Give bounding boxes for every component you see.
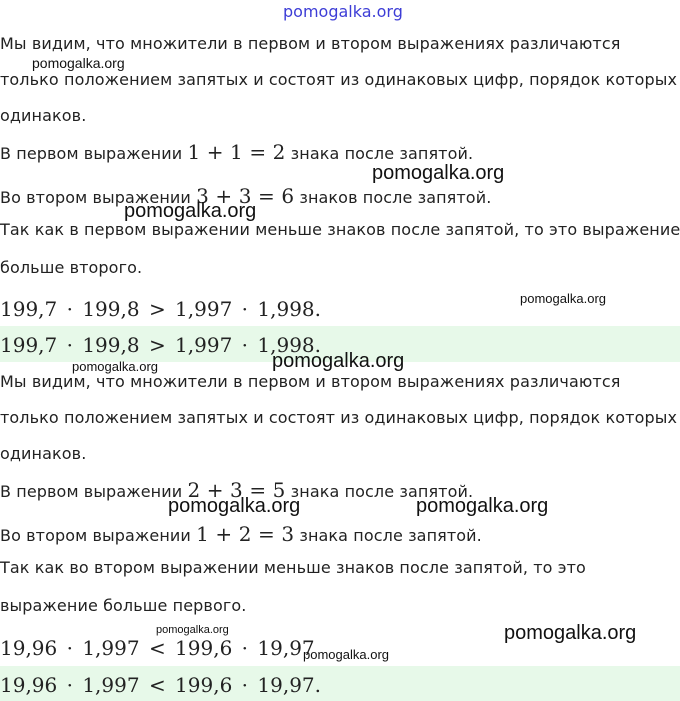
- s2-intro-line-3: одинаков.: [0, 444, 87, 463]
- s2-answer: 19,96 · 1,997 < 199,6 · 19,97.: [0, 673, 321, 697]
- watermark: pomogalka.org: [72, 359, 158, 374]
- s2-conclusion-line-1: Так как во втором выражении меньше знаков после запятой, то это: [0, 558, 586, 577]
- watermark: pomogalka.org: [416, 495, 549, 517]
- s1-first-expression-count: [0, 140, 473, 164]
- s2-intro-line-1: Мы видим, что множители в первом и втором выражениях различаются: [0, 372, 621, 391]
- watermark: pomogalka.org: [124, 200, 257, 222]
- s1-conclusion-line-1: Так как в первом выражении меньше знаков после запятой, то это выражение: [0, 220, 680, 239]
- s2-conclusion-line-2: выражение больше первого.: [0, 596, 247, 615]
- s1-answer: 199,7 · 199,8 > 1,997 · 1,998.: [0, 333, 321, 357]
- s1-second-pre: Во втором выражении: [0, 188, 191, 207]
- s2-second-math: 1 + 2 = 3: [196, 522, 295, 546]
- watermark: pomogalka.org: [168, 495, 301, 517]
- s2-first-math: 2 + 3 = 5: [187, 478, 286, 502]
- s1-first-post: знака после запятой.: [290, 144, 474, 163]
- s2-expression: 19,96 · 1,997 < 199,6 · 19,97: [0, 636, 315, 660]
- watermark: pomogalka.org: [504, 622, 637, 644]
- s2-first-post: знака после запятой.: [290, 482, 474, 501]
- s2-intro-line-2: только положением запятых и состоят из одинаковых цифр, порядок которых: [0, 408, 678, 427]
- s1-conclusion-line-2: больше второго.: [0, 258, 143, 277]
- watermark: pomogalka.org: [520, 291, 606, 306]
- watermark: pomogalka.org: [372, 162, 505, 184]
- s1-intro-line-2: только положением запятых и состоят из одинаковых цифр, порядок которых: [0, 70, 678, 89]
- s2-second-pre: Во втором выражении: [0, 526, 191, 545]
- s2-first-pre: В первом выражении: [0, 482, 183, 501]
- s2-second-post: знака после запятой.: [299, 526, 482, 545]
- s1-second-math: 3 + 3 = 6: [196, 184, 295, 208]
- s1-intro-line-1: Мы видим, что множители в первом и втором выражениях различаются: [0, 34, 621, 53]
- watermark: pomogalka.org: [303, 647, 389, 662]
- s1-expression: 199,7 · 199,8 > 1,997 · 1,998.: [0, 297, 321, 321]
- s1-first-math: 1 + 1 = 2: [187, 140, 286, 164]
- watermark: pomogalka.org: [156, 624, 229, 636]
- watermark-top: pomogalka.org: [283, 2, 403, 21]
- s2-second-expression-count: [0, 522, 482, 546]
- watermark: pomogalka.org: [32, 55, 125, 71]
- s1-first-pre: В первом выражении: [0, 144, 183, 163]
- s1-intro-line-3: одинаков.: [0, 106, 87, 125]
- s1-second-post: знаков после запятой.: [299, 188, 492, 207]
- watermark: pomogalka.org: [272, 350, 405, 372]
